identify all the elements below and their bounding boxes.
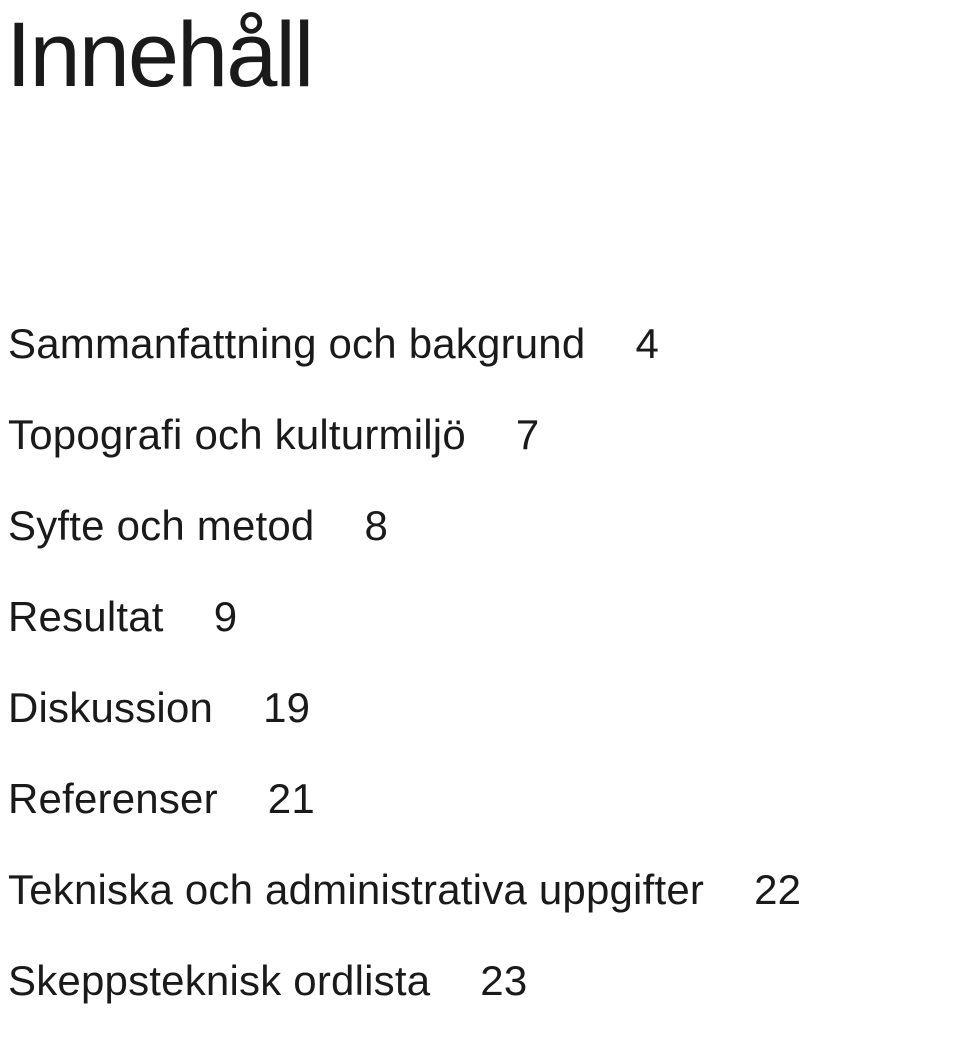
toc-entry-referenser[interactable]	[8, 771, 801, 862]
toc-entry-topografi[interactable]	[8, 407, 801, 498]
toc-entry-diskussion[interactable]	[8, 680, 801, 771]
toc-entry-label: Syfte och metod	[8, 502, 315, 549]
toc-entry-resultat[interactable]	[8, 589, 801, 680]
toc-entry-label: Skeppsteknisk ordlista	[8, 957, 431, 1004]
toc-entry-page-number: 19	[263, 684, 311, 731]
toc-entry-label: Resultat	[8, 593, 164, 640]
toc-entry-page-number: 8	[364, 502, 389, 549]
toc-entry-label: Referenser	[8, 775, 218, 822]
toc-entry-tekniska-uppgifter[interactable]	[8, 862, 801, 953]
toc-entry-page-number: 7	[515, 411, 540, 458]
table-of-contents	[8, 316, 801, 1044]
toc-entry-page-number: 22	[754, 866, 802, 913]
page-title: Innehåll	[6, 4, 313, 106]
toc-entry-syfte[interactable]	[8, 498, 801, 589]
toc-entry-label: Tekniska och administrativa uppgifter	[8, 866, 705, 913]
toc-entry-page-number: 9	[213, 593, 238, 640]
toc-entry-sammanfattning[interactable]	[8, 316, 801, 407]
toc-entry-page-number: 23	[480, 957, 528, 1004]
toc-entry-page-number: 4	[635, 320, 659, 367]
toc-entry-label: Diskussion	[8, 684, 214, 731]
toc-entry-page-number: 21	[267, 775, 315, 822]
toc-entry-label: Topografi och kulturmiljö	[8, 411, 466, 458]
toc-entry-label: Sammanfattning och bakgrund	[8, 320, 586, 367]
toc-entry-ordlista[interactable]	[8, 953, 801, 1044]
